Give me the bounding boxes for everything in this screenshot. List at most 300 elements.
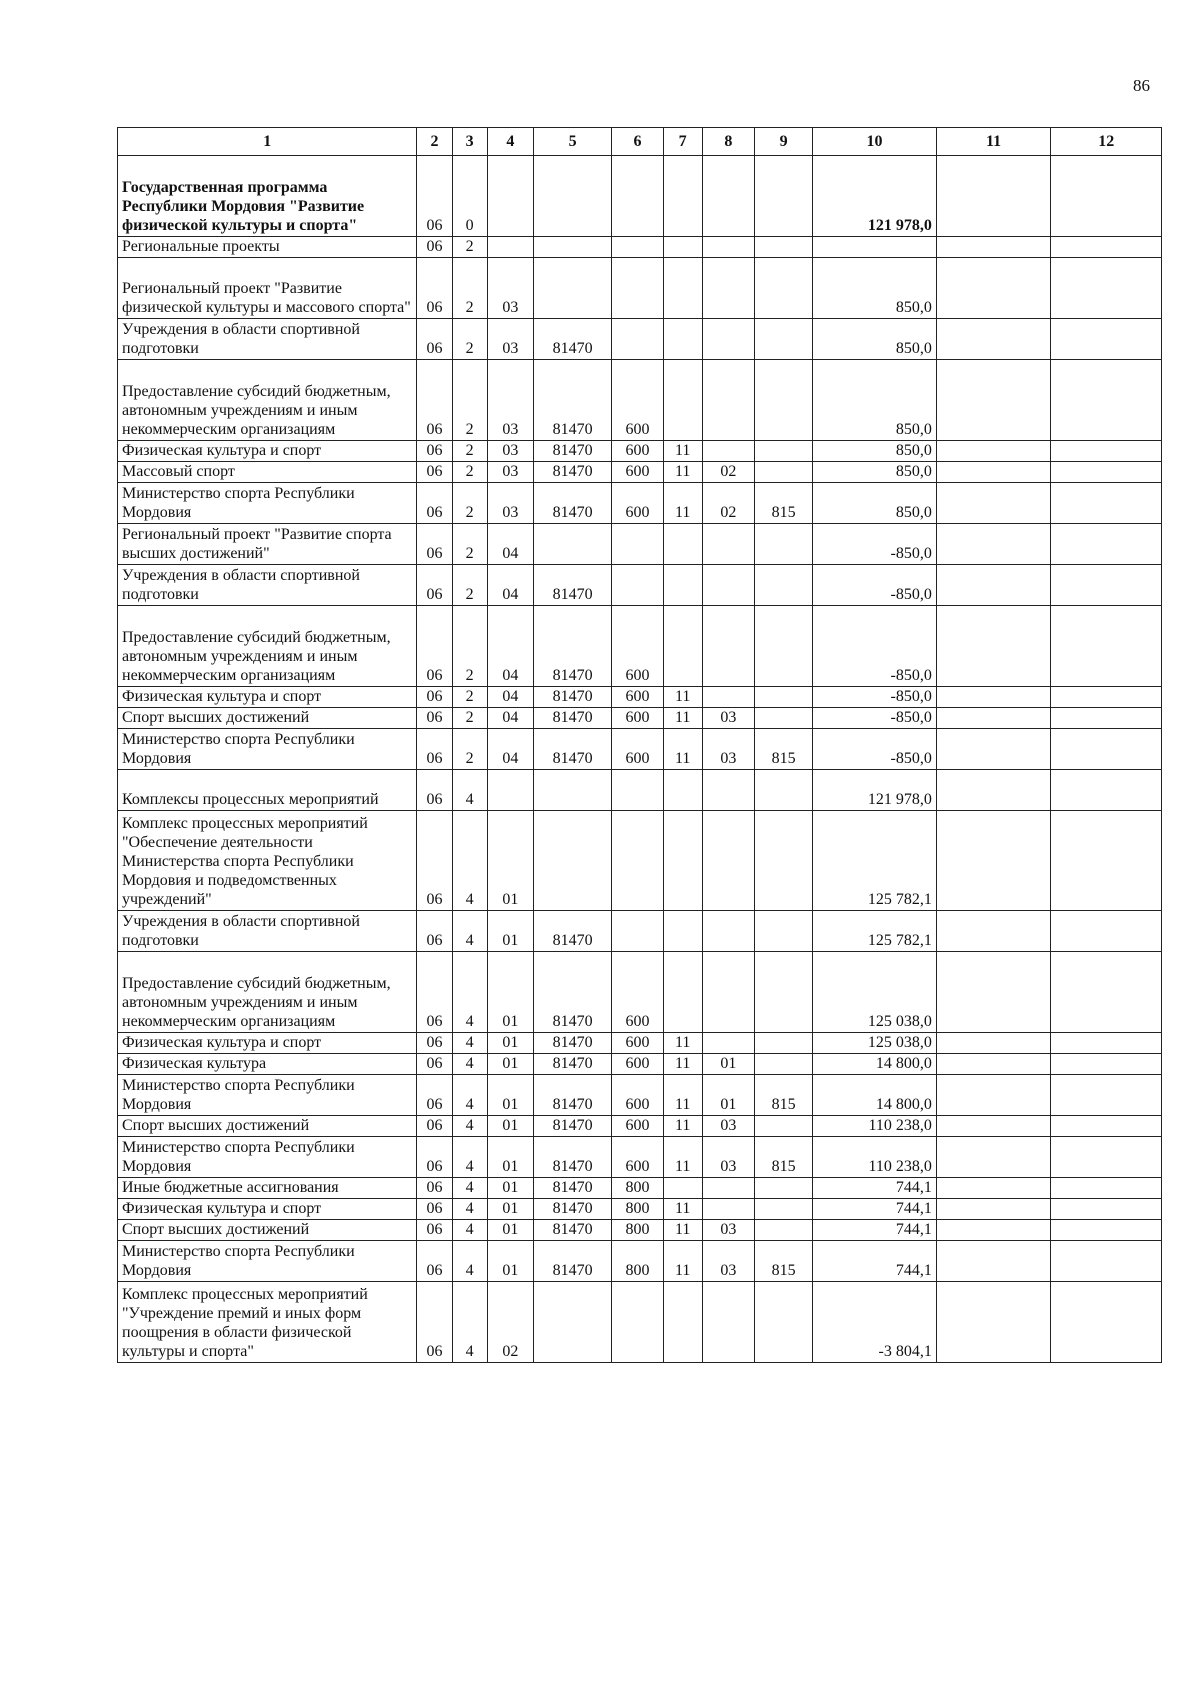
amount-cell: 125 038,0 — [813, 952, 937, 1033]
row-name-cell: Министерство спорта Республики Мордовия — [118, 729, 417, 770]
cell-col-12 — [1051, 1220, 1162, 1241]
cell-col-6: 800 — [612, 1220, 663, 1241]
cell-col-3: 0 — [452, 156, 487, 237]
cell-col-4: 01 — [487, 1178, 533, 1199]
table-row — [118, 319, 1162, 360]
table-row — [118, 606, 1162, 687]
cell-col-5: 81470 — [533, 952, 611, 1033]
table-row — [118, 811, 1162, 911]
cell-col-3: 4 — [452, 911, 487, 952]
amount-cell: 125 038,0 — [813, 1033, 937, 1054]
cell-col-9 — [755, 687, 813, 708]
cell-col-5: 81470 — [533, 1116, 611, 1137]
row-name-cell: Массовый спорт — [118, 462, 417, 483]
cell-col-5 — [533, 811, 611, 911]
cell-col-9 — [755, 1033, 813, 1054]
cell-col-7: 11 — [663, 1220, 702, 1241]
cell-col-2: 06 — [417, 1241, 452, 1282]
cell-col-9 — [755, 524, 813, 565]
cell-col-6 — [612, 565, 663, 606]
cell-col-8: 01 — [702, 1075, 754, 1116]
cell-col-11 — [936, 1220, 1051, 1241]
row-name-cell: Предоставление субсидий бюджетным, автономным учреждениям и иным некоммерческим организациям — [118, 606, 417, 687]
cell-col-9 — [755, 319, 813, 360]
cell-col-5: 81470 — [533, 708, 611, 729]
table-row — [118, 1241, 1162, 1282]
column-header: 4 — [487, 128, 533, 156]
cell-col-3: 2 — [452, 708, 487, 729]
cell-col-8: 03 — [702, 1137, 754, 1178]
column-header: 1 — [118, 128, 417, 156]
cell-col-12 — [1051, 1137, 1162, 1178]
cell-col-5: 81470 — [533, 1075, 611, 1116]
cell-col-7 — [663, 319, 702, 360]
cell-col-4: 01 — [487, 1075, 533, 1116]
amount-cell: -850,0 — [813, 708, 937, 729]
cell-col-2: 06 — [417, 1220, 452, 1241]
cell-col-12 — [1051, 319, 1162, 360]
table-row — [118, 565, 1162, 606]
cell-col-11 — [936, 441, 1051, 462]
cell-col-2: 06 — [417, 258, 452, 319]
cell-col-4: 01 — [487, 952, 533, 1033]
amount-cell: 121 978,0 — [813, 770, 937, 811]
cell-col-5: 81470 — [533, 1178, 611, 1199]
cell-col-4: 02 — [487, 1282, 533, 1363]
cell-col-11 — [936, 524, 1051, 565]
cell-col-8 — [702, 524, 754, 565]
cell-col-6: 600 — [612, 1033, 663, 1054]
cell-col-3: 2 — [452, 462, 487, 483]
cell-col-5 — [533, 237, 611, 258]
cell-col-9 — [755, 952, 813, 1033]
cell-col-4: 03 — [487, 258, 533, 319]
cell-col-11 — [936, 1054, 1051, 1075]
cell-col-9 — [755, 770, 813, 811]
cell-col-8 — [702, 156, 754, 237]
cell-col-11 — [936, 770, 1051, 811]
table-row — [118, 911, 1162, 952]
cell-col-9 — [755, 258, 813, 319]
cell-col-4: 04 — [487, 524, 533, 565]
cell-col-6: 600 — [612, 360, 663, 441]
column-header: 10 — [813, 128, 937, 156]
cell-col-2: 06 — [417, 708, 452, 729]
cell-col-4: 01 — [487, 1241, 533, 1282]
cell-col-4: 04 — [487, 606, 533, 687]
cell-col-8 — [702, 911, 754, 952]
table-row — [118, 156, 1162, 237]
cell-col-9 — [755, 1199, 813, 1220]
cell-col-6: 600 — [612, 708, 663, 729]
cell-col-3: 4 — [452, 1054, 487, 1075]
cell-col-12 — [1051, 237, 1162, 258]
amount-cell: -850,0 — [813, 606, 937, 687]
cell-col-3: 4 — [452, 1220, 487, 1241]
cell-col-12 — [1051, 1054, 1162, 1075]
cell-col-6: 600 — [612, 1075, 663, 1116]
cell-col-8 — [702, 565, 754, 606]
cell-col-5 — [533, 770, 611, 811]
table-row — [118, 1178, 1162, 1199]
cell-col-7 — [663, 360, 702, 441]
cell-col-5: 81470 — [533, 729, 611, 770]
cell-col-4: 01 — [487, 811, 533, 911]
cell-col-4: 01 — [487, 911, 533, 952]
cell-col-6: 800 — [612, 1178, 663, 1199]
cell-col-5: 81470 — [533, 911, 611, 952]
cell-col-12 — [1051, 462, 1162, 483]
cell-col-6: 600 — [612, 441, 663, 462]
amount-cell: 744,1 — [813, 1241, 937, 1282]
cell-col-2: 06 — [417, 156, 452, 237]
page-number: 86 — [1133, 76, 1150, 95]
cell-col-7: 11 — [663, 1116, 702, 1137]
cell-col-8 — [702, 770, 754, 811]
cell-col-2: 06 — [417, 483, 452, 524]
cell-col-5: 81470 — [533, 687, 611, 708]
cell-col-7 — [663, 770, 702, 811]
cell-col-7 — [663, 524, 702, 565]
cell-col-9 — [755, 708, 813, 729]
row-name-cell: Учреждения в области спортивной подготовки — [118, 565, 417, 606]
budget-table — [117, 127, 1162, 1363]
amount-cell: 14 800,0 — [813, 1054, 937, 1075]
cell-col-7: 11 — [663, 1137, 702, 1178]
cell-col-3: 4 — [452, 1178, 487, 1199]
cell-col-9: 815 — [755, 1075, 813, 1116]
row-name-cell: Министерство спорта Республики Мордовия — [118, 1075, 417, 1116]
row-name-cell: Спорт высших достижений — [118, 1220, 417, 1241]
cell-col-5: 81470 — [533, 441, 611, 462]
cell-col-12 — [1051, 483, 1162, 524]
cell-col-11 — [936, 1199, 1051, 1220]
cell-col-9 — [755, 1054, 813, 1075]
cell-col-5: 81470 — [533, 483, 611, 524]
cell-col-5: 81470 — [533, 565, 611, 606]
amount-cell: 125 782,1 — [813, 911, 937, 952]
cell-col-8: 01 — [702, 1054, 754, 1075]
table-row — [118, 1199, 1162, 1220]
amount-cell: 850,0 — [813, 360, 937, 441]
cell-col-7 — [663, 1282, 702, 1363]
cell-col-2: 06 — [417, 1282, 452, 1363]
cell-col-8: 03 — [702, 1220, 754, 1241]
cell-col-3: 4 — [452, 952, 487, 1033]
column-header: 6 — [612, 128, 663, 156]
cell-col-12 — [1051, 952, 1162, 1033]
column-header: 12 — [1051, 128, 1162, 156]
cell-col-9 — [755, 811, 813, 911]
cell-col-6 — [612, 770, 663, 811]
cell-col-6 — [612, 1282, 663, 1363]
amount-cell: -850,0 — [813, 687, 937, 708]
row-name-cell: Физическая культура и спорт — [118, 1033, 417, 1054]
cell-col-3: 2 — [452, 258, 487, 319]
cell-col-9 — [755, 1178, 813, 1199]
amount-cell: 850,0 — [813, 441, 937, 462]
cell-col-12 — [1051, 1075, 1162, 1116]
cell-col-6 — [612, 811, 663, 911]
table-row — [118, 441, 1162, 462]
table-body — [118, 156, 1162, 1363]
cell-col-4 — [487, 237, 533, 258]
cell-col-5 — [533, 258, 611, 319]
cell-col-8 — [702, 319, 754, 360]
cell-col-5: 81470 — [533, 1137, 611, 1178]
column-header: 7 — [663, 128, 702, 156]
cell-col-2: 06 — [417, 1178, 452, 1199]
cell-col-3: 2 — [452, 729, 487, 770]
amount-cell: 744,1 — [813, 1178, 937, 1199]
cell-col-3: 4 — [452, 1075, 487, 1116]
cell-col-2: 06 — [417, 811, 452, 911]
cell-col-8 — [702, 811, 754, 911]
cell-col-9 — [755, 1116, 813, 1137]
row-name-cell: Предоставление субсидий бюджетным, автономным учреждениям и иным некоммерческим организациям — [118, 360, 417, 441]
row-name-cell: Физическая культура и спорт — [118, 1199, 417, 1220]
cell-col-9 — [755, 1282, 813, 1363]
cell-col-7 — [663, 258, 702, 319]
cell-col-7 — [663, 1178, 702, 1199]
cell-col-3: 2 — [452, 360, 487, 441]
cell-col-11 — [936, 462, 1051, 483]
cell-col-3: 2 — [452, 319, 487, 360]
cell-col-7: 11 — [663, 1075, 702, 1116]
table-row — [118, 1116, 1162, 1137]
column-header: 3 — [452, 128, 487, 156]
cell-col-8 — [702, 360, 754, 441]
cell-col-8 — [702, 1033, 754, 1054]
cell-col-11 — [936, 258, 1051, 319]
table-header-row — [118, 128, 1162, 156]
cell-col-4: 03 — [487, 441, 533, 462]
cell-col-4: 01 — [487, 1054, 533, 1075]
cell-col-7: 11 — [663, 687, 702, 708]
cell-col-11 — [936, 319, 1051, 360]
cell-col-6 — [612, 258, 663, 319]
cell-col-11 — [936, 565, 1051, 606]
row-name-cell: Комплексы процессных мероприятий — [118, 770, 417, 811]
cell-col-4: 01 — [487, 1199, 533, 1220]
amount-cell: 14 800,0 — [813, 1075, 937, 1116]
cell-col-4: 04 — [487, 708, 533, 729]
table-row — [118, 1075, 1162, 1116]
amount-cell: 110 238,0 — [813, 1116, 937, 1137]
cell-col-8 — [702, 258, 754, 319]
cell-col-9 — [755, 237, 813, 258]
cell-col-3: 4 — [452, 770, 487, 811]
cell-col-8: 03 — [702, 729, 754, 770]
table-row — [118, 1033, 1162, 1054]
cell-col-9 — [755, 565, 813, 606]
amount-cell: 850,0 — [813, 462, 937, 483]
cell-col-12 — [1051, 258, 1162, 319]
row-name-cell: Предоставление субсидий бюджетным, автономным учреждениям и иным некоммерческим организациям — [118, 952, 417, 1033]
cell-col-7: 11 — [663, 729, 702, 770]
cell-col-12 — [1051, 1116, 1162, 1137]
cell-col-7 — [663, 811, 702, 911]
cell-col-4: 03 — [487, 360, 533, 441]
cell-col-11 — [936, 811, 1051, 911]
cell-col-6: 600 — [612, 952, 663, 1033]
cell-col-7: 11 — [663, 462, 702, 483]
cell-col-11 — [936, 952, 1051, 1033]
column-header: 11 — [936, 128, 1051, 156]
cell-col-12 — [1051, 1282, 1162, 1363]
cell-col-11 — [936, 1116, 1051, 1137]
amount-cell: -850,0 — [813, 524, 937, 565]
cell-col-8: 02 — [702, 462, 754, 483]
cell-col-7 — [663, 911, 702, 952]
cell-col-7: 11 — [663, 1054, 702, 1075]
cell-col-9: 815 — [755, 1241, 813, 1282]
cell-col-12 — [1051, 360, 1162, 441]
cell-col-4: 03 — [487, 462, 533, 483]
cell-col-2: 06 — [417, 911, 452, 952]
cell-col-7 — [663, 565, 702, 606]
cell-col-2: 06 — [417, 1137, 452, 1178]
cell-col-11 — [936, 156, 1051, 237]
cell-col-6: 800 — [612, 1241, 663, 1282]
cell-col-2: 06 — [417, 237, 452, 258]
cell-col-2: 06 — [417, 462, 452, 483]
cell-col-5: 81470 — [533, 1054, 611, 1075]
cell-col-6: 800 — [612, 1199, 663, 1220]
cell-col-2: 06 — [417, 1075, 452, 1116]
cell-col-3: 2 — [452, 483, 487, 524]
cell-col-3: 4 — [452, 1033, 487, 1054]
cell-col-12 — [1051, 911, 1162, 952]
cell-col-9 — [755, 441, 813, 462]
cell-col-3: 4 — [452, 1241, 487, 1282]
cell-col-11 — [936, 1241, 1051, 1282]
amount-cell: -3 804,1 — [813, 1282, 937, 1363]
cell-col-4: 04 — [487, 565, 533, 606]
cell-col-9 — [755, 1220, 813, 1241]
table-row — [118, 360, 1162, 441]
cell-col-2: 06 — [417, 1033, 452, 1054]
cell-col-2: 06 — [417, 565, 452, 606]
cell-col-7 — [663, 156, 702, 237]
cell-col-2: 06 — [417, 319, 452, 360]
table-row — [118, 687, 1162, 708]
cell-col-5 — [533, 1282, 611, 1363]
cell-col-3: 4 — [452, 1116, 487, 1137]
table-row — [118, 237, 1162, 258]
table-row — [118, 1054, 1162, 1075]
cell-col-11 — [936, 911, 1051, 952]
row-name-cell: Учреждения в области спортивной подготовки — [118, 319, 417, 360]
cell-col-6: 600 — [612, 1054, 663, 1075]
table-row — [118, 1137, 1162, 1178]
cell-col-7: 11 — [663, 1199, 702, 1220]
cell-col-11 — [936, 483, 1051, 524]
cell-col-8 — [702, 1199, 754, 1220]
cell-col-2: 06 — [417, 770, 452, 811]
cell-col-12 — [1051, 729, 1162, 770]
cell-col-7: 11 — [663, 708, 702, 729]
cell-col-4: 03 — [487, 319, 533, 360]
cell-col-4: 04 — [487, 687, 533, 708]
cell-col-2: 06 — [417, 524, 452, 565]
table-row — [118, 729, 1162, 770]
cell-col-12 — [1051, 156, 1162, 237]
table-row — [118, 524, 1162, 565]
table-row — [118, 1220, 1162, 1241]
cell-col-12 — [1051, 565, 1162, 606]
cell-col-12 — [1051, 1199, 1162, 1220]
cell-col-12 — [1051, 1241, 1162, 1282]
cell-col-11 — [936, 1075, 1051, 1116]
cell-col-11 — [936, 708, 1051, 729]
cell-col-11 — [936, 237, 1051, 258]
cell-col-6 — [612, 911, 663, 952]
cell-col-12 — [1051, 770, 1162, 811]
cell-col-3: 2 — [452, 441, 487, 462]
column-header: 5 — [533, 128, 611, 156]
cell-col-9: 815 — [755, 729, 813, 770]
cell-col-8: 03 — [702, 1116, 754, 1137]
cell-col-2: 06 — [417, 1116, 452, 1137]
row-name-cell: Спорт высших достижений — [118, 1116, 417, 1137]
cell-col-9 — [755, 911, 813, 952]
cell-col-6: 600 — [612, 606, 663, 687]
cell-col-6: 600 — [612, 729, 663, 770]
cell-col-12 — [1051, 1033, 1162, 1054]
cell-col-8: 03 — [702, 1241, 754, 1282]
cell-col-5: 81470 — [533, 1033, 611, 1054]
cell-col-4: 01 — [487, 1033, 533, 1054]
table-row — [118, 483, 1162, 524]
cell-col-4: 04 — [487, 729, 533, 770]
row-name-cell: Физическая культура и спорт — [118, 441, 417, 462]
row-name-cell: Комплекс процессных мероприятий "Обеспечение деятельности Министерства спорта Республики Мордовия и подведомственных учреждений" — [118, 811, 417, 911]
table-row — [118, 462, 1162, 483]
cell-col-9 — [755, 462, 813, 483]
cell-col-12 — [1051, 1178, 1162, 1199]
cell-col-8 — [702, 952, 754, 1033]
cell-col-3: 2 — [452, 237, 487, 258]
cell-col-2: 06 — [417, 687, 452, 708]
cell-col-4: 01 — [487, 1137, 533, 1178]
cell-col-7: 11 — [663, 1033, 702, 1054]
row-name-cell: Государственная программа Республики Мордовия "Развитие физической культуры и спорта" — [118, 156, 417, 237]
cell-col-6 — [612, 319, 663, 360]
cell-col-4 — [487, 770, 533, 811]
column-header: 8 — [702, 128, 754, 156]
cell-col-2: 06 — [417, 952, 452, 1033]
cell-col-9: 815 — [755, 1137, 813, 1178]
cell-col-12 — [1051, 524, 1162, 565]
cell-col-11 — [936, 606, 1051, 687]
cell-col-5: 81470 — [533, 360, 611, 441]
amount-cell: 744,1 — [813, 1199, 937, 1220]
cell-col-3: 4 — [452, 1282, 487, 1363]
cell-col-2: 06 — [417, 1054, 452, 1075]
cell-col-12 — [1051, 708, 1162, 729]
cell-col-6: 600 — [612, 687, 663, 708]
cell-col-6 — [612, 237, 663, 258]
cell-col-3: 2 — [452, 565, 487, 606]
cell-col-8 — [702, 1178, 754, 1199]
table-row — [118, 258, 1162, 319]
cell-col-6: 600 — [612, 1137, 663, 1178]
amount-cell: 110 238,0 — [813, 1137, 937, 1178]
cell-col-11 — [936, 1137, 1051, 1178]
cell-col-11 — [936, 1282, 1051, 1363]
cell-col-2: 06 — [417, 1199, 452, 1220]
